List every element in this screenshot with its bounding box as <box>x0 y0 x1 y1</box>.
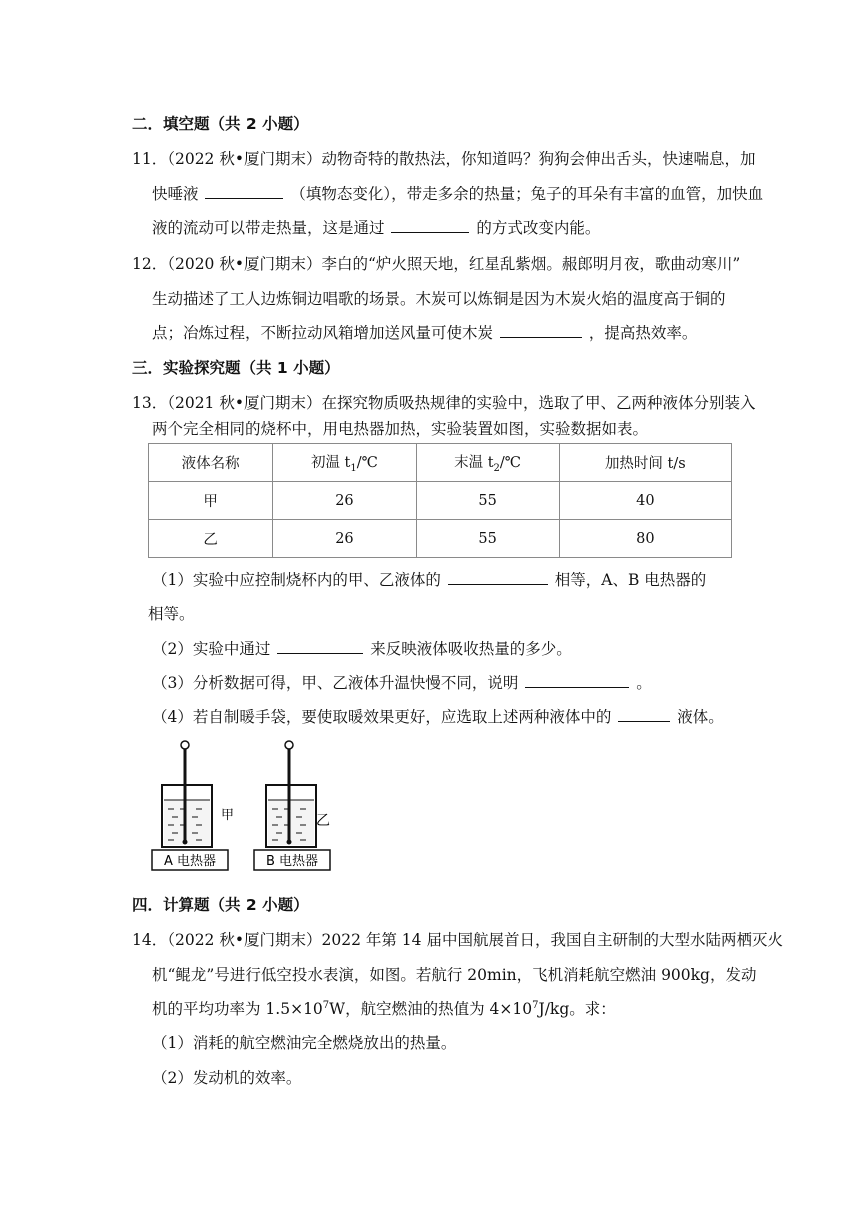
q12-line-2: 生动描述了工人边炼铜边唱歌的场景。木炭可以炼铜是因为木炭火焰的温度高于铜的 <box>152 290 726 308</box>
q12-text: ，提高热效率。 <box>588 324 698 342</box>
q12-blank-1[interactable] <box>500 323 582 338</box>
q13-blank-4[interactable] <box>618 707 670 722</box>
q14-text: W，航空燃油的热值为 4×10 <box>329 1000 533 1018</box>
exponent: 7 <box>532 999 539 1011</box>
q13-blank-1[interactable] <box>448 570 548 585</box>
q14-part-2: （2）发动机的效率。 <box>152 1069 302 1087</box>
table-cell: 80 <box>559 520 731 558</box>
q14-line-2: 机“鲲龙”号进行低空投水表演，如图。若航行 20min，飞机消耗航空燃油 900kg，发动 <box>152 966 757 984</box>
liquid-label-left: 甲 <box>221 808 235 823</box>
q13-blank-2[interactable] <box>277 639 363 654</box>
q13-line-1: 13．（2021 秋•厦门期末）在探究物质吸热规律的实验中，选取了甲、乙两种液体分别装入 <box>132 394 756 412</box>
q14-text: 机的平均功率为 1.5×10 <box>152 1000 323 1018</box>
q11-text: 的方式改变内能。 <box>476 219 601 237</box>
q12-line-1: 12．（2020 秋•厦门期末）李白的“炉火照天地，红星乱紫烟。赧郎明月夜，歌曲动寒川” <box>132 255 741 273</box>
q11-blank-1[interactable] <box>205 184 283 199</box>
q11-text: 快唾液 <box>152 185 199 203</box>
heater-label-left: A 电热器 <box>163 854 217 869</box>
q13-part-2 <box>152 637 572 659</box>
q13-blank-3[interactable] <box>525 673 629 688</box>
q12-text: 点；冶炼过程，不断拉动风箱增加送风量可使木炭 <box>152 324 494 342</box>
section-title-experiment: 三．实验探究题（共 1 小题） <box>132 359 340 377</box>
q13-part-1-cont: 相等。 <box>148 605 195 623</box>
q13-text: （4）若自制暖手袋，要使取暖效果更好，应选取上述两种液体中的 <box>152 708 612 726</box>
table-header-cell: 加热时间 t/s <box>559 444 731 482</box>
section-title-calculation: 四．计算题（共 2 小题） <box>132 896 309 914</box>
q13-text: 来反映液体吸收热量的多少。 <box>370 640 572 658</box>
q11-text: （填物态变化），带走多余的热量；兔子的耳朵有丰富的血管，加快血 <box>290 185 764 203</box>
q11-line-2 <box>152 182 763 204</box>
q14-line-3 <box>152 997 616 1019</box>
exponent: 7 <box>322 999 330 1011</box>
q13-text: （1）实验中应控制烧杯内的甲、乙液体的 <box>152 571 441 589</box>
q11-text: 液的流动可以带走热量，这是通过 <box>152 219 385 237</box>
q13-text: 。 <box>636 674 652 692</box>
q13-text: 液体。 <box>677 708 724 726</box>
q14-part-1: （1）消耗的航空燃油完全燃烧放出的热量。 <box>152 1034 457 1052</box>
table-header-cell: 初温 $t_1/℃$ <box>273 444 416 482</box>
q13-part-1 <box>152 568 706 590</box>
beaker-left <box>162 785 212 847</box>
q13-part-3 <box>152 671 652 693</box>
q14-line-1: 14．（2022 秋•厦门期末）2022 年第 14 届中国航展首日，我国自主研制的大型水陆两栖灭火 <box>132 931 783 949</box>
table-cell: 26 <box>273 482 416 520</box>
q13-text: 相等，A、B 电热器的 <box>554 571 707 589</box>
q13-text: （2）实验中通过 <box>152 640 271 658</box>
table-cell: 55 <box>416 482 559 520</box>
q12-line-3 <box>152 321 697 343</box>
heater-label-right: B 电热器 <box>265 854 319 869</box>
q13-text: （3）分析数据可得，甲、乙液体升温快慢不同，说明 <box>152 674 519 692</box>
table-header-cell: 液体名称 <box>149 444 273 482</box>
experiment-apparatus-figure <box>148 737 338 873</box>
q11-blank-2[interactable] <box>391 218 469 233</box>
beaker-right <box>266 785 316 847</box>
table-cell: 55 <box>416 520 559 558</box>
experiment-data-table <box>148 443 732 558</box>
table-header-row <box>149 444 732 482</box>
table-cell: 26 <box>273 520 416 558</box>
q11-line-1: 11．（2022 秋•厦门期末）动物奇特的散热法，你知道吗？狗狗会伸出舌头，快速喘息，加 <box>132 150 756 168</box>
q14-text: J/kg。求： <box>538 1000 616 1018</box>
table-cell: 乙 <box>149 520 273 558</box>
table-row <box>149 482 732 520</box>
liquid-label-right: 乙 <box>316 813 330 829</box>
section-title-fill-in: 二．填空题（共 2 小题） <box>132 115 309 133</box>
table-row <box>149 520 732 558</box>
table-cell: 40 <box>559 482 731 520</box>
q13-line-2: 两个完全相同的烧杯中，用电热器加热，实验装置如图，实验数据如表。 <box>152 420 649 438</box>
table-cell: 甲 <box>149 482 273 520</box>
q11-line-3 <box>152 216 600 238</box>
table-header-cell: 末温 $t_2/℃$ <box>416 444 559 482</box>
q13-part-4 <box>152 705 724 727</box>
